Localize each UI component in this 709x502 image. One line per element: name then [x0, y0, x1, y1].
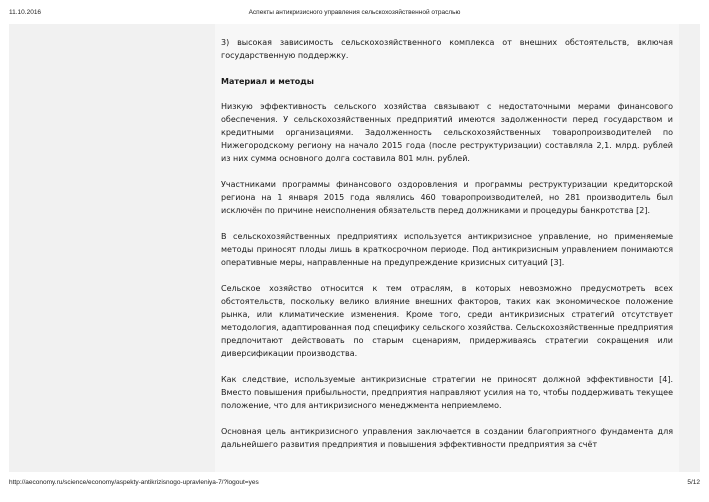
print-page-title: Аспекты антикризисного управления сельскохозяйственной отраслью [248, 9, 461, 16]
section-heading: Материал и методы [221, 77, 314, 86]
article-paragraph: Участниками программы финансового оздоровления и программы реструктуризации кредиторской региона на 1 января 2015 года являлись 460 товаропроизводителей, но 281 производитель был исключён по причине неисполнения обязательств перед должниками и процедуры банкротства [2]. [221, 180, 673, 215]
article-paragraph: Низкую эффективность сельского хозяйства связывают с недостаточными мерами финансового обеспечения. У сельскохозяйственных предприятий имеются задолженности перед государством и кредитными организациями. Задолженность сельскохозяйственных товаропроизводителей по Нижегородскому региону на начало 2015 года (после реструктуризации) составляла 2,1. млрд. рублей из них сумма основного долга составила 801 млн. рублей. [221, 102, 673, 163]
print-url: http://aeconomy.ru/science/economy/aspekty-antikrizisnogo-upravleniya-7/?logout=yes [9, 479, 259, 486]
article-paragraph: Сельское хозяйство относится к тем отраслям, в которых невозможно предусмотреть всех обстоятельств, поскольку велико влияние внешних факторов, таких как экономическое положение рынка, или климатические изменения. Кроме того, среди антикризисных стратегий отсутствует методология, адаптированная под специфику сельского хозяйства. Сельскохозяйственные предприятия предпочитают действовать по старым сценариям, придерживаясь стратегии сокращения или диверсификации производства. [221, 284, 673, 358]
article-paragraph: Основная цель антикризисного управления заключается в создании благоприятного фундамента для дальнейшего развития предприятия и повышения эффективности предприятия за счёт [221, 427, 673, 449]
page-number: 5/12 [687, 479, 700, 486]
print-footer [9, 479, 700, 491]
article-paragraph-intro: 3) высокая зависимость сельскохозяйственного комплекса от внешних обстоятельств, включая государственную поддержку. [221, 38, 673, 60]
print-date: 11.10.2016 [9, 9, 42, 16]
print-header [9, 9, 700, 21]
article-column [215, 24, 679, 472]
article-paragraph: Как следствие, используемые антикризисные стратегии не приносят должной эффективности [4]. Вместо повышения прибыльности, предприятия направляют усилия на то, чтобы поддерживать текущее положение, что для антикризисного менеджмента неприемлемо. [221, 375, 673, 410]
article-paragraph: В сельскохозяйственных предприятиях используется антикризисное управление, но применяемые методы приносят плоды лишь в краткосрочном периоде. Под антикризисным управлением понимаются оперативные меры, направленные на предупреждение кризисных ситуаций [3]. [221, 232, 673, 267]
page-area [9, 24, 700, 472]
